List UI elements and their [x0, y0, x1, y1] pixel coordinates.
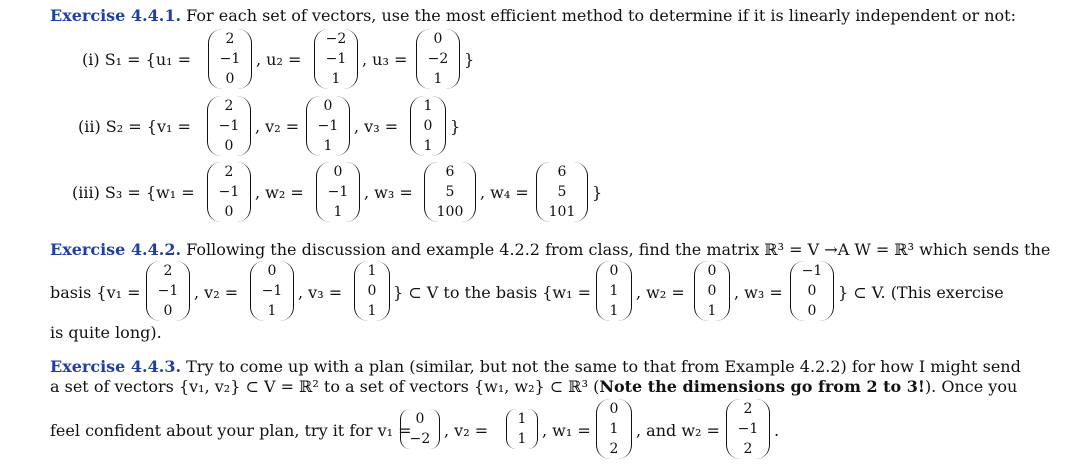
- vector-entry: 100: [436, 204, 464, 220]
- vector-u1: [208, 29, 252, 89]
- v3-label: , v₃ =: [298, 283, 343, 302]
- exercise-4-4-3-heading: [50, 357, 1021, 376]
- w3-label: , w₃ =: [734, 283, 783, 302]
- vector-entry: 1: [323, 138, 333, 154]
- exercise-label: Exercise 4.4.2.: [50, 240, 182, 259]
- vector-v1: [400, 409, 440, 449]
- item-iii-prefix: (iii) S₃ = {w₁ =: [72, 183, 195, 202]
- w2-label: , and w₂ =: [636, 421, 720, 440]
- vector-entry: 2: [163, 263, 173, 279]
- vector-v2: [250, 261, 294, 321]
- item-iii-w4-label: , w₄ =: [480, 183, 529, 202]
- vector-entry: −1: [261, 283, 283, 299]
- vector-entry: −2: [409, 431, 431, 447]
- vector-w2: [316, 162, 360, 222]
- dimensions-note: Note the dimensions go from 2 to 3!: [599, 377, 925, 396]
- ex3-line2-start: a set of vectors {v₁, v₂} ⊂ V = ℝ² to a set of vectors {w₁, w₂} ⊂ ℝ³ (: [50, 377, 600, 396]
- vector-entry: 5: [445, 184, 455, 200]
- item-i-u3-label: , u₃ =: [362, 50, 408, 69]
- vector-entry: 1: [423, 138, 433, 154]
- vector-entry: −1: [327, 184, 349, 200]
- vector-entry: −1: [325, 51, 347, 67]
- vector-entry: 0: [333, 164, 343, 180]
- v2-label: , v₂ =: [444, 421, 489, 440]
- vector-v1: [146, 261, 190, 321]
- vector-v3: [354, 261, 390, 321]
- vector-v2: [306, 96, 350, 156]
- vector-v2: [506, 409, 538, 449]
- item-iii-w2-label: , w₂ =: [255, 183, 304, 202]
- v2-label: , v₂ =: [194, 283, 239, 302]
- vector-w1: [596, 261, 632, 321]
- vector-entry: 2: [224, 98, 234, 114]
- vector-u2: [314, 29, 358, 89]
- vector-entry: 0: [323, 98, 333, 114]
- vector-entry: 1: [517, 431, 527, 447]
- vector-entry: 2: [609, 441, 619, 457]
- vector-entry: 0: [224, 138, 234, 154]
- item-ii-close: }: [450, 117, 461, 136]
- vector-w1: [596, 399, 632, 459]
- vector-entry: 2: [225, 31, 235, 47]
- vector-w3: [790, 261, 834, 321]
- item-i-close: }: [464, 50, 475, 69]
- vector-v1: [207, 96, 251, 156]
- tail-text: } ⊂ V. (This exercise: [838, 283, 1004, 302]
- vector-entry: 2: [743, 401, 753, 417]
- exercise-text: Following the discussion and example 4.2.2 from class, find the matrix ℝ³ = V →A W = ℝ³ which sends the: [186, 240, 1051, 259]
- vector-entry: 0: [225, 71, 235, 87]
- vector-entry: 1: [609, 421, 619, 437]
- vector-entry: 0: [807, 303, 817, 319]
- vector-entry: 1: [517, 411, 527, 427]
- vector-entry: 0: [367, 283, 377, 299]
- vector-entry: −1: [801, 263, 823, 279]
- exercise-text: Try to come up with a plan (similar, but not the same to that from Example 4.2.2) for how I might send: [186, 357, 1021, 376]
- vector-entry: 0: [433, 31, 443, 47]
- vector-entry: −2: [325, 31, 347, 47]
- vector-entry: 0: [267, 263, 277, 279]
- ex3-line3-prefix: feel confident about your plan, try it for v₁ =: [50, 421, 412, 440]
- vector-w2: [726, 399, 770, 459]
- ex3-end: .: [774, 421, 780, 440]
- item-i-u2-label: , u₂ =: [256, 50, 302, 69]
- vector-entry: −1: [317, 118, 339, 134]
- item-iii-close: }: [592, 183, 603, 202]
- vector-entry: 0: [415, 411, 425, 427]
- item-ii-v2-label: , v₂ =: [255, 117, 300, 136]
- vector-entry: 0: [163, 303, 173, 319]
- vector-entry: 0: [707, 263, 717, 279]
- vector-w2: [694, 261, 730, 321]
- exercise-label: Exercise 4.4.1.: [50, 6, 182, 25]
- vector-u3: [416, 29, 460, 89]
- w2-label: , w₂ =: [636, 283, 685, 302]
- vector-entry: 1: [267, 303, 277, 319]
- vector-entry: 2: [224, 164, 234, 180]
- vector-entry: 1: [609, 283, 619, 299]
- vector-entry: 0: [807, 283, 817, 299]
- vector-entry: 0: [224, 204, 234, 220]
- vector-entry: 1: [333, 204, 343, 220]
- vector-entry: −2: [427, 51, 449, 67]
- exercise-text: For each set of vectors, use the most efficient method to determine if it is linearly independent or not:: [186, 6, 1016, 25]
- vector-entry: 0: [609, 263, 619, 279]
- vector-w1: [207, 162, 251, 222]
- vector-entry: 1: [423, 98, 433, 114]
- exercise-4-4-2-heading: [50, 240, 1050, 259]
- exercise-label: Exercise 4.4.3.: [50, 357, 182, 376]
- vector-entry: 1: [367, 303, 377, 319]
- vector-entry: 0: [609, 401, 619, 417]
- vector-entry: −1: [218, 118, 240, 134]
- item-i-prefix: (i) S₁ = {u₁ =: [82, 50, 192, 69]
- vector-entry: 5: [557, 184, 567, 200]
- vector-entry: 6: [557, 164, 567, 180]
- vector-entry: 1: [367, 263, 377, 279]
- vector-entry: 1: [609, 303, 619, 319]
- vector-w3: [424, 162, 476, 222]
- w1-label: , w₁ =: [542, 421, 591, 440]
- ex3-line2: [50, 377, 1017, 396]
- basis-prefix: basis {v₁ =: [50, 283, 141, 302]
- vector-entry: −1: [737, 421, 759, 437]
- vector-entry: 101: [548, 204, 576, 220]
- vector-entry: 1: [433, 71, 443, 87]
- ex2-final-line: is quite long).: [50, 323, 162, 342]
- vector-entry: −1: [218, 184, 240, 200]
- item-ii-prefix: (ii) S₂ = {v₁ =: [78, 117, 191, 136]
- item-ii-v3-label: , v₃ =: [354, 117, 399, 136]
- vector-w4: [536, 162, 588, 222]
- vector-entry: 6: [445, 164, 455, 180]
- vector-entry: 1: [331, 71, 341, 87]
- item-iii-w3-label: , w₃ =: [364, 183, 413, 202]
- vector-v3: [410, 96, 446, 156]
- vector-entry: −1: [219, 51, 241, 67]
- ex3-line2-end: ). Once you: [924, 377, 1018, 396]
- vector-entry: −1: [157, 283, 179, 299]
- vector-entry: 1: [707, 303, 717, 319]
- vector-entry: 2: [743, 441, 753, 457]
- exercise-4-4-1-heading: [50, 6, 1016, 25]
- vector-entry: 0: [423, 118, 433, 134]
- vector-entry: 0: [707, 283, 717, 299]
- to-basis-text: } ⊂ V to the basis {w₁ =: [393, 283, 592, 302]
